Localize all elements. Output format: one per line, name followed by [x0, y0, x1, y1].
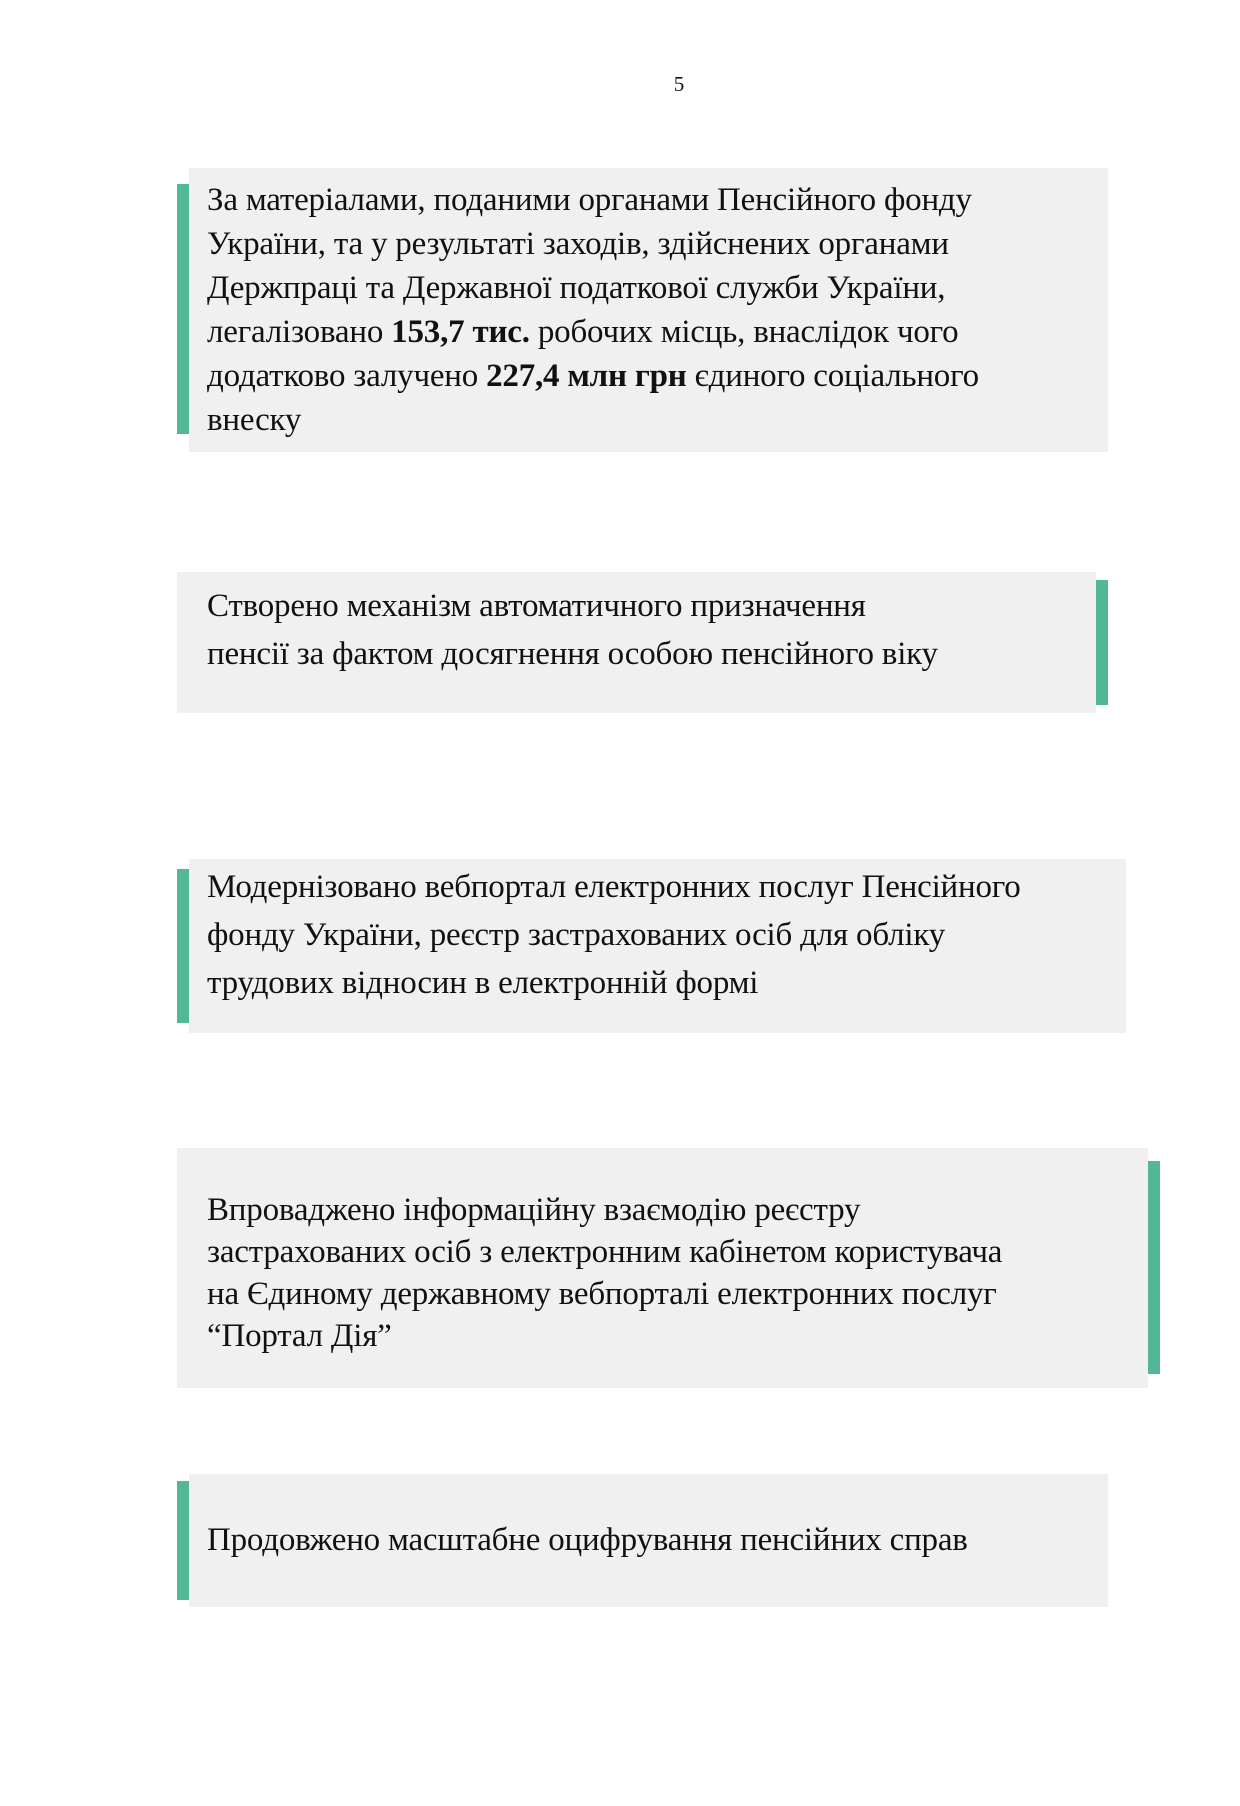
- text-segment: легалізовано: [207, 314, 392, 350]
- accent-bar-right: [1096, 580, 1108, 705]
- card-text: [207, 1518, 968, 1562]
- text-line: фонду України, реєстр застрахованих осіб для обліку: [207, 917, 945, 953]
- text-line: [207, 354, 1102, 398]
- card-text: [207, 178, 1102, 442]
- text-segment: додатково залучено: [207, 358, 487, 394]
- text-line: Продовжено масштабне оцифрування пенсійних справ: [207, 1522, 968, 1558]
- accent-bar-left: [177, 184, 189, 434]
- text-line: Впроваджено інформаційну взаємодію реєстру: [207, 1192, 861, 1228]
- text-line: трудових відносин в електронній формі: [207, 965, 759, 1001]
- card-text: [207, 582, 938, 678]
- text-line: пенсії за фактом досягнення особою пенсійного віку: [207, 636, 938, 672]
- text-line: Створено механізм автоматичного призначення: [207, 588, 866, 624]
- text-line: “Портал Дія”: [207, 1318, 392, 1354]
- text-line: внеску: [207, 402, 302, 438]
- text-line: За матеріалами, поданими органами Пенсійного фонду: [207, 182, 972, 218]
- contributions-value: 227,4 млн грн: [486, 358, 687, 394]
- card-text: [207, 863, 1021, 1007]
- text-segment: робочих місць, внаслідок чого: [529, 314, 959, 350]
- text-line: Модернізовано вебпортал електронних послуг Пенсійного: [207, 869, 1021, 905]
- accent-bar-left: [177, 869, 189, 1023]
- jobs-legalized-value: 153,7 тис.: [391, 314, 530, 350]
- accent-bar-left: [177, 1481, 189, 1600]
- text-line: Держпраці та Державної податкової служби України,: [207, 270, 946, 306]
- text-line: застрахованих осіб з електронним кабінетом користувача: [207, 1234, 1003, 1270]
- page-number: 5: [673, 72, 685, 96]
- text-segment: єдиного соціального: [686, 358, 979, 394]
- text-line: на Єдиному державному вебпорталі електронних послуг: [207, 1276, 997, 1312]
- text-line: [207, 310, 1102, 354]
- card-text: [207, 1189, 1002, 1357]
- accent-bar-right: [1148, 1161, 1160, 1374]
- text-line: України, та у результаті заходів, здійснених органами: [207, 226, 949, 262]
